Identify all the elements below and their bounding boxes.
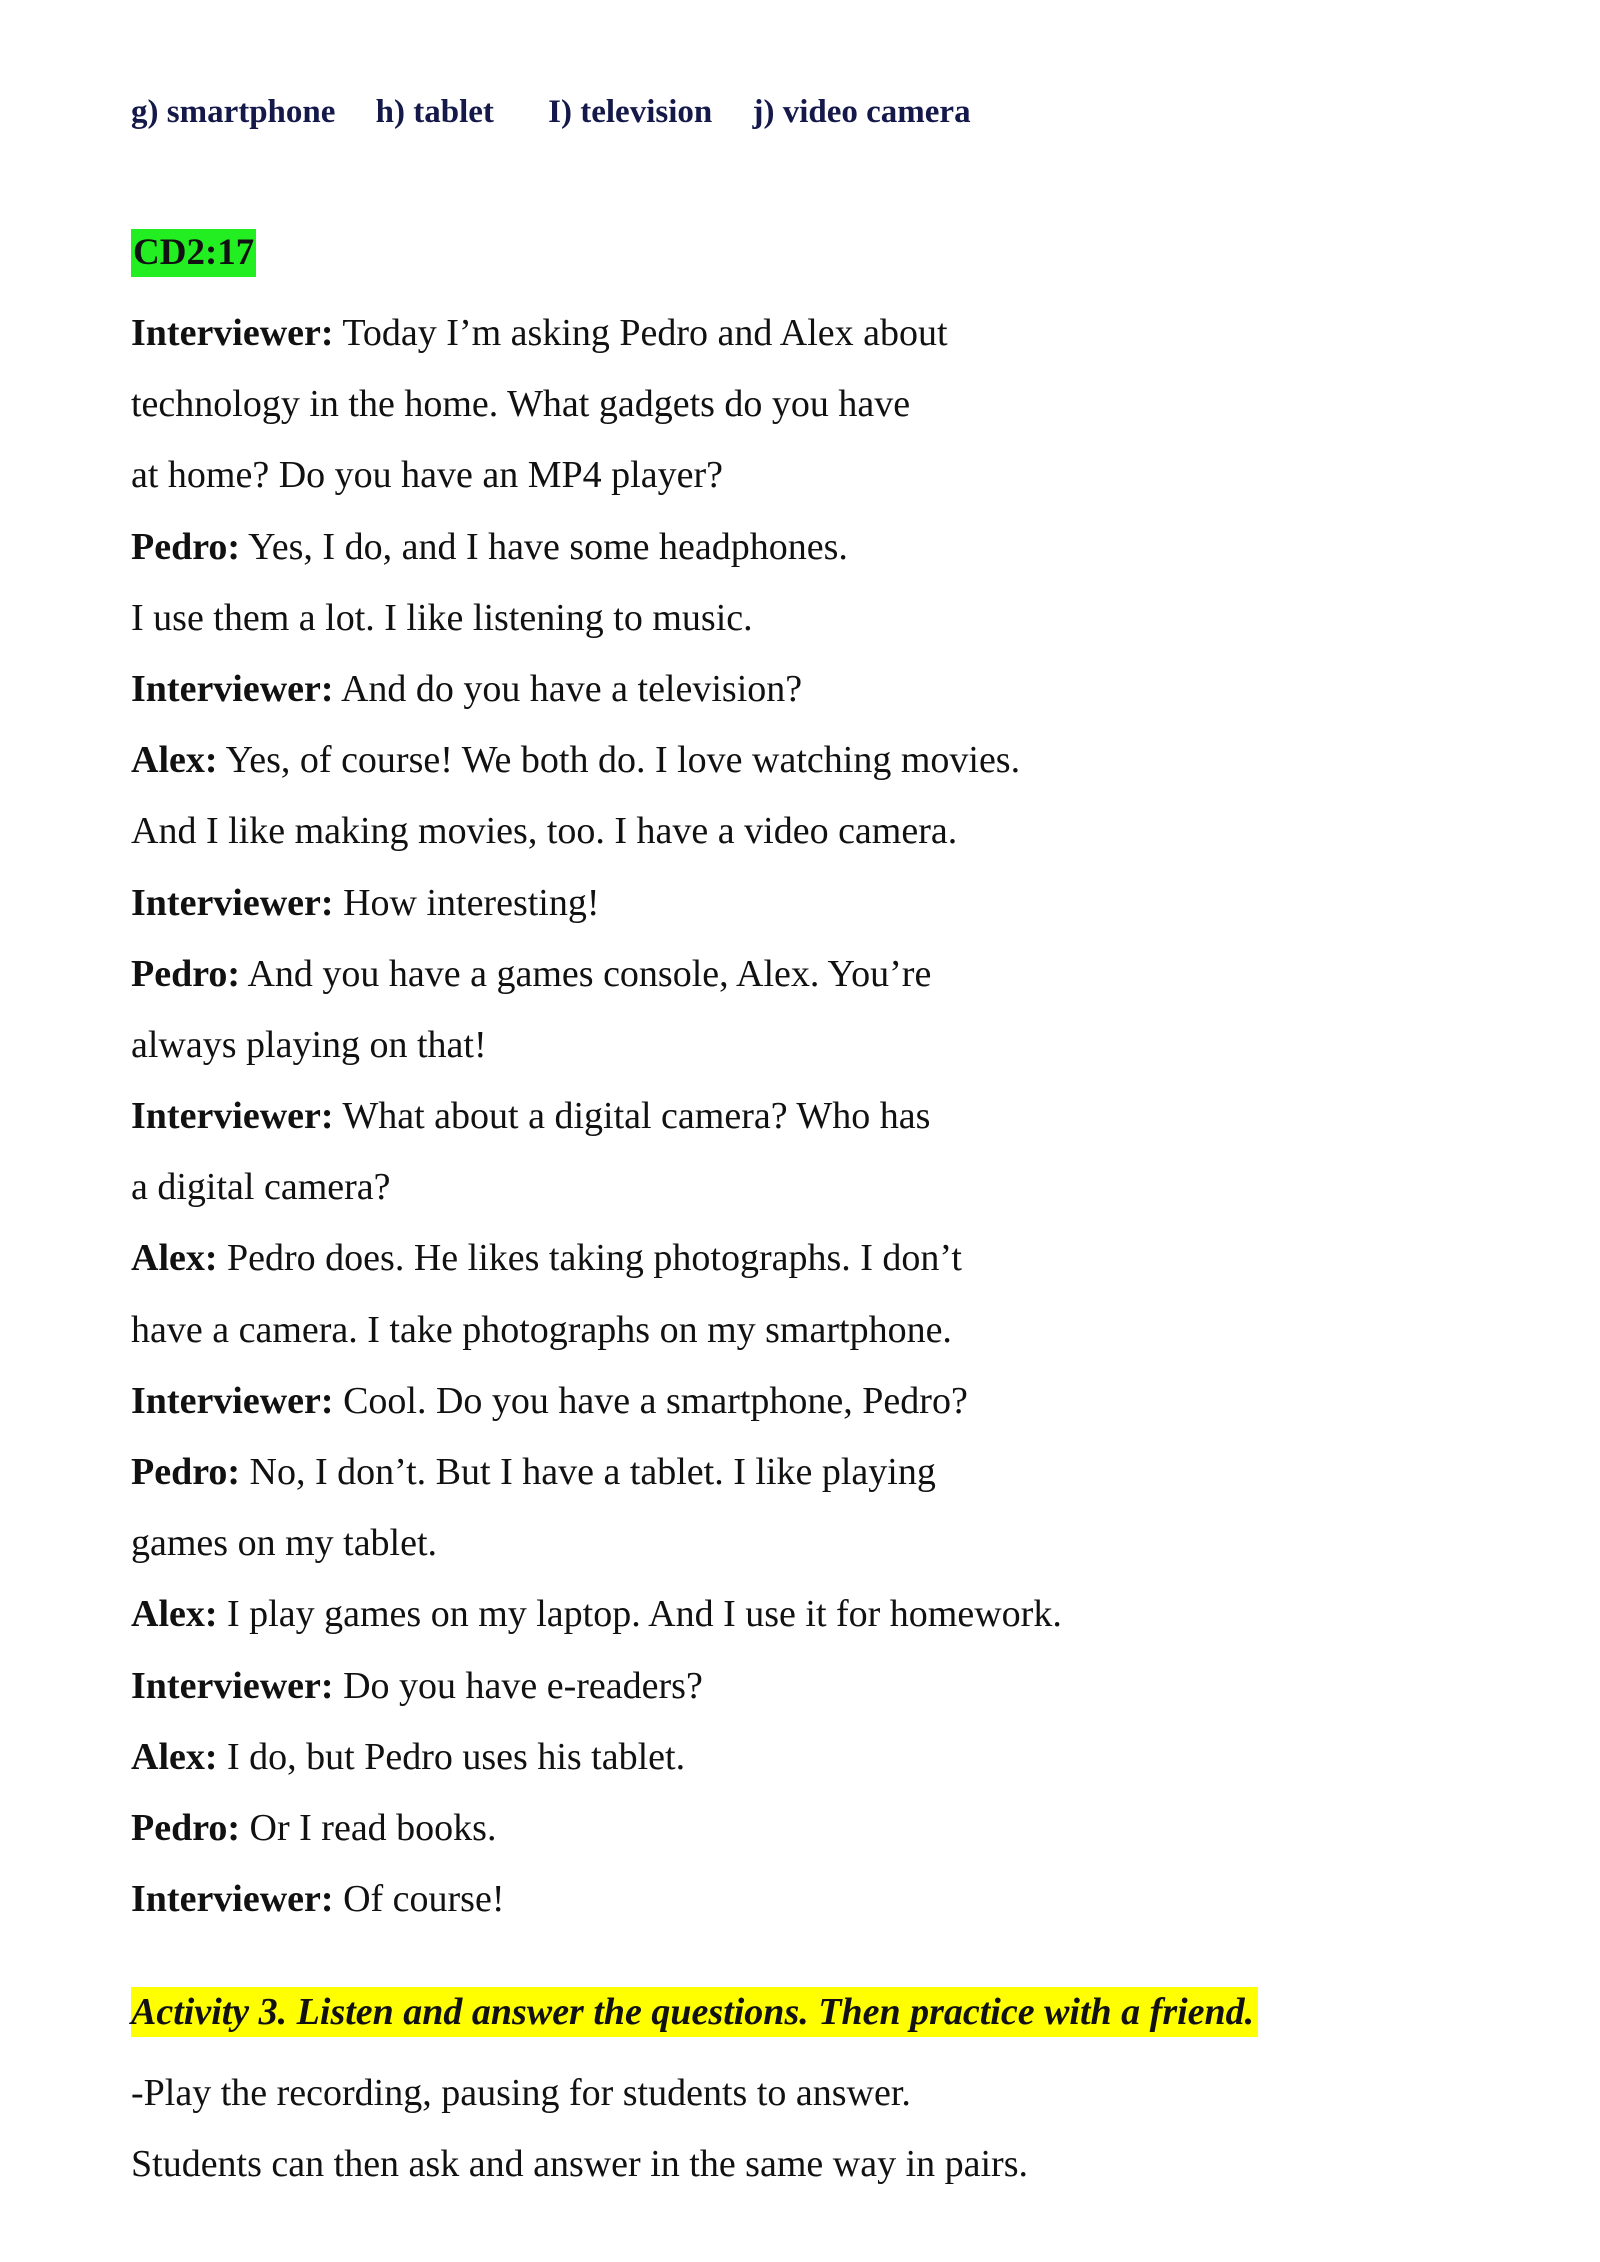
transcript-line	[131, 1864, 1531, 1935]
transcript-line	[131, 1722, 1531, 1793]
transcript-line	[131, 1579, 1531, 1650]
transcript-line	[131, 1651, 1531, 1722]
transcript-line	[131, 583, 1531, 654]
transcript-line	[131, 1295, 1531, 1366]
speaker-label: Pedro:	[131, 952, 241, 995]
transcript-line	[131, 1437, 1531, 1508]
line-text: And I like making movies, too. I have a video camera.	[131, 810, 958, 853]
line-text: And you have a games console, Alex. You’re	[240, 952, 932, 995]
transcript-line	[131, 939, 1531, 1010]
transcript-line	[131, 868, 1531, 939]
activity-heading: Activity 3. Listen and answer the questions. Then practice with a friend.	[131, 1987, 1258, 2037]
transcript-line	[131, 796, 1531, 867]
speaker-label: Alex:	[131, 739, 218, 782]
line-text: Cool. Do you have a smartphone, Pedro?	[333, 1379, 968, 1422]
transcript-line	[131, 725, 1531, 796]
line-text: have a camera. I take photographs on my smartphone.	[131, 1308, 952, 1351]
option-g: g) smartphone	[131, 94, 336, 130]
line-text: Or I read books.	[240, 1806, 497, 1849]
line-text: Of course!	[333, 1878, 505, 1921]
transcript-line	[131, 1508, 1531, 1579]
note-line: -Play the recording, pausing for students to answer.	[131, 2072, 911, 2114]
transcript-line	[131, 369, 1531, 440]
line-text: Do you have e-readers?	[333, 1664, 703, 1707]
option-h: h) tablet	[375, 94, 494, 130]
speaker-label: Interviewer:	[131, 312, 334, 354]
transcript-line	[131, 1081, 1531, 1152]
line-text: Pedro does. He likes taking photographs. I don’t	[217, 1237, 962, 1280]
line-text: Yes, I do, and I have some headphones.	[240, 525, 848, 568]
speaker-label: Pedro:	[131, 525, 241, 568]
line-text: No, I don’t. But I have a tablet. I like playing	[240, 1451, 936, 1493]
transcript-line	[131, 1366, 1531, 1437]
transcript-line	[131, 512, 1531, 583]
speaker-label: Alex:	[131, 1593, 218, 1636]
speaker-label: Interviewer:	[131, 881, 334, 924]
line-text: And do you have a television?	[333, 667, 803, 710]
line-text: I do, but Pedro uses his tablet.	[217, 1735, 686, 1778]
line-text: Yes, of course! We both do. I love watching movies.	[217, 739, 1021, 782]
line-text: at home? Do you have an MP4 player?	[131, 454, 723, 497]
option-j: j) video camera	[752, 94, 971, 130]
line-text: What about a digital camera? Who has	[333, 1095, 931, 1138]
line-text: How interesting!	[333, 881, 600, 924]
speaker-label: Interviewer:	[131, 1379, 334, 1422]
transcript-line	[131, 1223, 1531, 1294]
note-line: Students can then ask and answer in the same way in pairs.	[131, 2143, 1028, 2185]
teacher-notes	[131, 2058, 1028, 2200]
transcript-line	[131, 298, 1531, 369]
line-text: a digital camera?	[131, 1166, 391, 1209]
speaker-label: Interviewer:	[131, 1095, 334, 1138]
cd-track-label: CD2:17	[131, 229, 256, 277]
transcript	[131, 298, 1531, 1935]
speaker-label: Interviewer:	[131, 667, 334, 710]
line-text: always playing on that!	[131, 1023, 487, 1066]
transcript-line	[131, 1010, 1531, 1081]
transcript-line	[131, 440, 1531, 511]
speaker-label: Alex:	[131, 1237, 218, 1280]
line-text: games on my tablet.	[131, 1522, 438, 1565]
answer-options	[131, 94, 971, 131]
speaker-label: Alex:	[131, 1735, 218, 1778]
transcript-line	[131, 654, 1531, 725]
line-text: I play games on my laptop. And I use it for homework.	[217, 1593, 1062, 1636]
line-text: technology in the home. What gadgets do you have	[131, 383, 911, 426]
speaker-label: Interviewer:	[131, 1664, 334, 1707]
speaker-label: Pedro:	[131, 1451, 241, 1493]
line-text: I use them a lot. I like listening to music.	[131, 596, 753, 639]
line-text: Today I’m asking Pedro and Alex about	[333, 312, 948, 354]
speaker-label: Pedro:	[131, 1806, 241, 1849]
transcript-line	[131, 1152, 1531, 1223]
transcript-line	[131, 1793, 1531, 1864]
option-i: I) television	[548, 94, 713, 130]
speaker-label: Interviewer:	[131, 1878, 334, 1921]
